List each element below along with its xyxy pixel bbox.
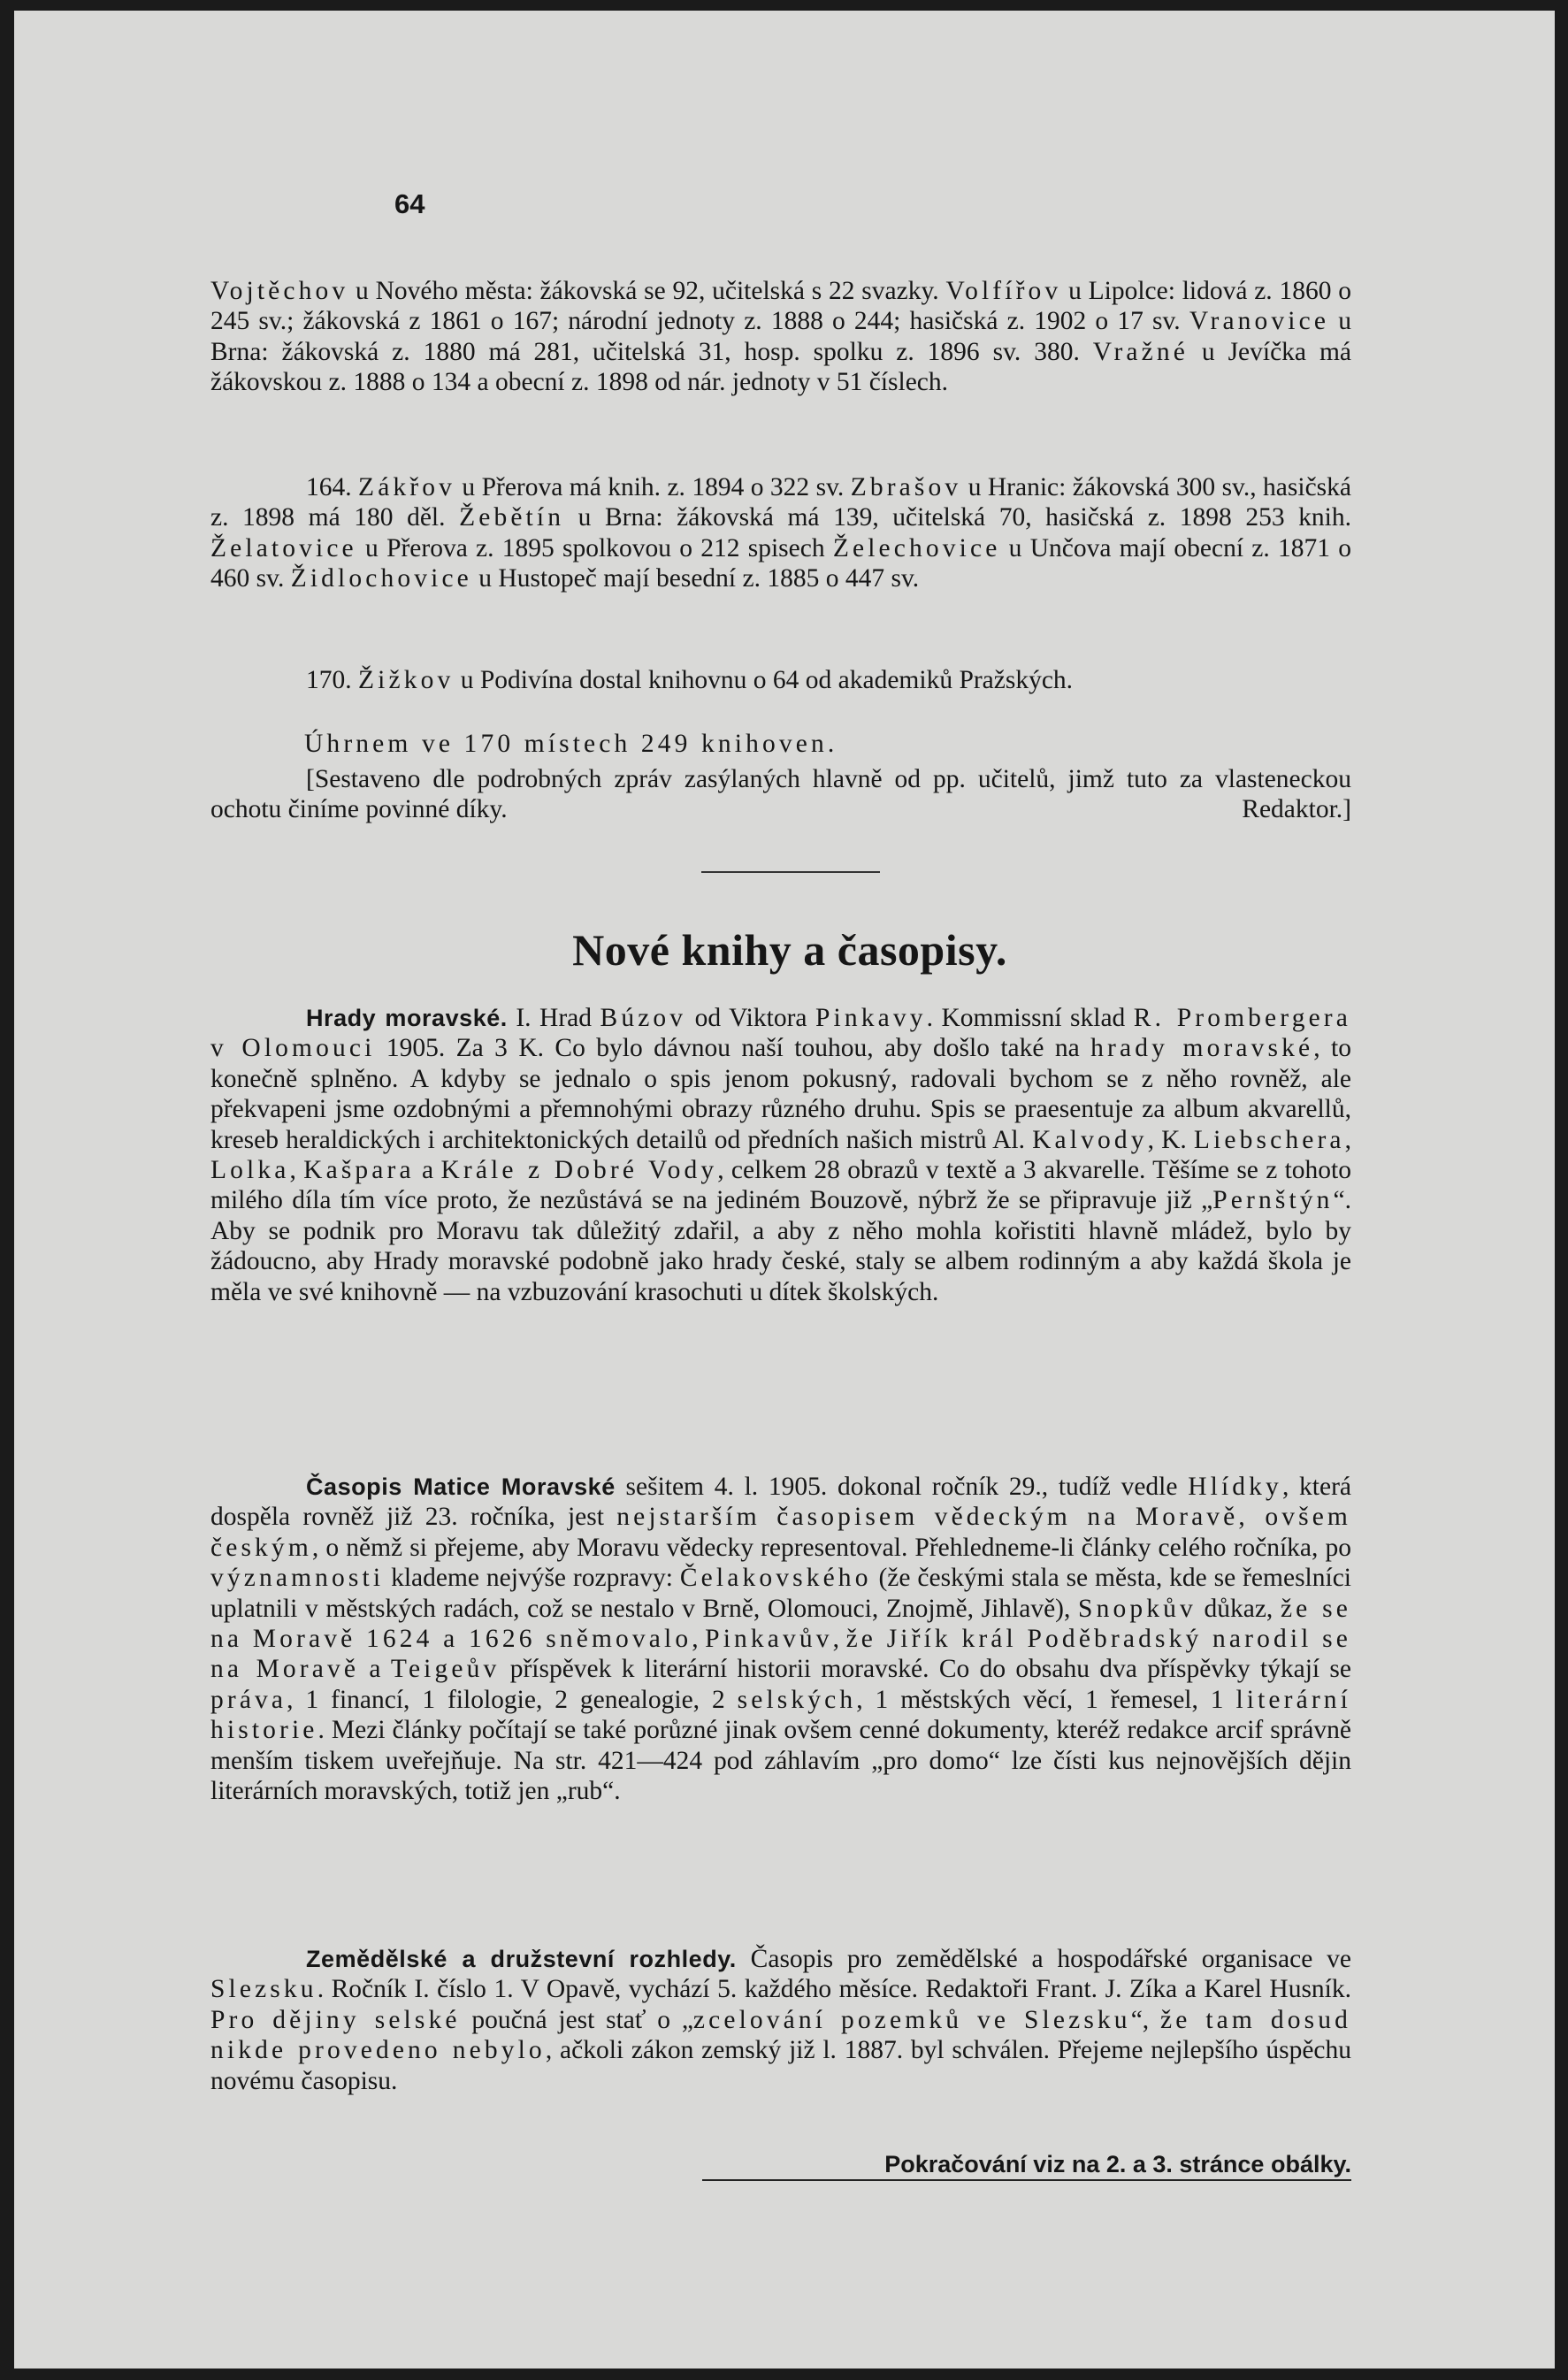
text-run: u Nového města: žákovská se 92, učitelská s 22 svazky. xyxy=(348,277,946,305)
spaced-emphasis: Vojtěchov xyxy=(210,277,349,305)
library-list-paragraph-2 xyxy=(210,472,1351,594)
text-run: u Přerova z. 1895 spolkovou o 212 spisech xyxy=(356,533,833,562)
text-run: . Kommissní sklad xyxy=(926,1004,1134,1032)
spaced-emphasis: Liebschera xyxy=(1193,1125,1345,1154)
text-run: . Ročník I. číslo 1. V Opavě, vychází 5. každého měsíce. Redaktoři Frant. J. Zíka a Karel Husník. xyxy=(317,1975,1351,2004)
text-run: u Přerova má knih. z. 1894 o 322 sv. xyxy=(455,473,851,501)
review-body-casopis xyxy=(210,1473,1351,1805)
spaced-emphasis: Pernštýn xyxy=(1212,1186,1334,1215)
review-lead-hrady: Hrady moravské. xyxy=(306,1005,508,1031)
text-run: příspěvek k literární historii moravské. Co do obsahu dva příspěvky týkají se xyxy=(500,1655,1351,1684)
text-run: a xyxy=(359,1655,391,1684)
text-run: , xyxy=(692,1625,706,1654)
spaced-emphasis: Pinkavův xyxy=(705,1625,833,1654)
editor-note xyxy=(210,764,1351,825)
spaced-emphasis: že Jiřík král Poděbradský narodil se na Moravě xyxy=(210,1625,1351,1684)
review-body-hrady xyxy=(210,1004,1351,1306)
spaced-emphasis: Židlochovice xyxy=(290,564,472,593)
text-run: “, xyxy=(1130,2005,1160,2034)
library-list-paragraph-3 xyxy=(210,665,1351,695)
spaced-emphasis: Pro dějiny selské xyxy=(210,2005,461,2034)
text-run: poučná jest stať o „ xyxy=(460,2005,693,2034)
review-casopis-matice xyxy=(210,1472,1351,1806)
text-run: u Podivína dostal knihovnu o 64 od akademiků Pražských. xyxy=(454,666,1074,694)
editor-signature: Redaktor.] xyxy=(1242,795,1351,824)
text-run: , to konečně splněno. A kdyby se jednalo o spis jenom pokusný, radovali bychom se z něho rovněž, ale překvapeni jsme ozdobnými a přemnohými obrazy různého druhu. Spis se praesentuje za album akvarellů, kreseb heraldických i architektonických detailů od předních našich mistrů Al. xyxy=(210,1034,1351,1154)
spaced-emphasis: Krále z Dobré Vody xyxy=(440,1156,718,1185)
spaced-emphasis: Pinkavy xyxy=(815,1004,927,1032)
text-run: , která dospěla rovněž již 23. ročníka, jest xyxy=(210,1473,1352,1532)
text-run: , xyxy=(832,1625,846,1654)
spaced-emphasis: Žižkov xyxy=(358,666,455,694)
spaced-emphasis: Snopkův xyxy=(1078,1594,1197,1623)
text-run: 170. xyxy=(306,666,358,694)
spaced-emphasis: literární historie xyxy=(210,1685,1351,1745)
text-run: 164. xyxy=(306,473,359,501)
text-run: , 1 financí, 1 filologie, 2 genealogie, 2 xyxy=(287,1685,738,1714)
text-run: od Viktora xyxy=(686,1004,815,1032)
text-run: u Lipolce: lidová z. 1860 o 245 sv.; žákovská z 1861 o 167; národní jednoty z. 1888 o 244; hasičská z. 1902 o 17 sv. xyxy=(210,277,1351,336)
spaced-emphasis: R. Prombergera v Olomouci xyxy=(210,1004,1351,1063)
library-total: Úhrnem ve 170 místech 249 knihoven. xyxy=(304,730,838,758)
editor-note-text: [Sestaveno dle podrobných zpráv zasýlaných hlavně od pp. učitelů, jimž tuto za vlasteneckou ochotu činíme povinné díky. xyxy=(210,765,1351,824)
text-run: u Hustopeč mají besední z. 1885 o 447 sv. xyxy=(471,564,920,593)
spaced-emphasis: Hlídky xyxy=(1188,1473,1282,1501)
spaced-emphasis: Želatovice xyxy=(210,533,357,562)
review-lead-casopis: Časopis Matice Moravské xyxy=(306,1473,616,1500)
text-run: , ačkoli zákon zemský již l. 1887. byl schválen. Přejeme nejlepšího úspěchu novému časopisu. xyxy=(210,2036,1352,2095)
text-run: sešitem 4. l. 1905. dokonal ročník 29., tudíž vedle xyxy=(615,1473,1189,1501)
review-hrady-moravske xyxy=(210,1003,1351,1307)
spaced-emphasis: Volfířov xyxy=(945,277,1062,305)
spaced-emphasis: že tam dosud nikde provedeno nebylo xyxy=(210,2005,1352,2065)
spaced-emphasis: Teigeův xyxy=(390,1655,501,1684)
text-run: , celkem 28 obrazů v textě a 3 akvarelle. Těšíme se z tohoto milého díla tím více proto, že nezůstává se na jediném Bouzově, nýbrž že se připravuje již „ xyxy=(210,1156,1351,1215)
text-run: důkaz, xyxy=(1196,1594,1281,1623)
text-run: , xyxy=(1344,1125,1351,1154)
spaced-emphasis: že se na Moravě 1624 a 1626 sněmovalo xyxy=(210,1594,1352,1654)
text-run: I. Hrad xyxy=(507,1004,600,1032)
text-run: u Brna: žákovská z. 1880 má 281, učitelská 31, hosp. spolku z. 1896 sv. 380. xyxy=(210,307,1352,366)
text-run: Časopis pro zemědělské a hospodářské organisace ve xyxy=(736,1945,1351,1973)
library-list-paragraph-1 xyxy=(210,276,1351,398)
text-run: u Hranic: žákovská 300 sv., hasičská z. 1898 má 180 děl. xyxy=(210,473,1351,532)
text-run: . Mezi články počítají se také porůzné jinak ovšem cenné dokumenty, kteréž redakce arcif správně menším tiskem uveřejňuje. Na str. 421—424 pod záhlavím „pro domo“ lze čísti kus nejnovějších dějin literárních moravských, totiž jen „rub“. xyxy=(210,1716,1351,1806)
text-run: u Unčova mají obecní z. 1871 o 460 sv. xyxy=(210,533,1352,593)
page-number: 64 xyxy=(394,188,425,219)
text-run: , 1 městských věcí, 1 řemesel, 1 xyxy=(856,1685,1236,1714)
spaced-emphasis: nejstarším časopisem vědeckým na Moravě, ovšem českým xyxy=(210,1503,1351,1562)
section-title: Nové knihy a časopisy. xyxy=(572,925,1007,975)
spaced-emphasis: Čelakovského xyxy=(679,1564,872,1593)
text-run: , K. xyxy=(1147,1125,1194,1154)
spaced-emphasis: práva xyxy=(210,1685,287,1714)
review-lead-rozhledy: Zemědělské a družstevní rozhledy. xyxy=(306,1946,737,1972)
spaced-emphasis: Želechovice xyxy=(832,533,1001,562)
spaced-emphasis: Slezsku xyxy=(210,1975,317,2004)
text-run: klademe nejvýše rozpravy: xyxy=(384,1564,680,1593)
spaced-emphasis: Vražné xyxy=(1092,337,1189,366)
text-run: , o němž si přejeme, aby Moravu vědecky representoval. Přehledneme-li články celého ročníka, po xyxy=(311,1533,1351,1562)
text-run: “. Aby se podnik pro Moravu tak důležitý zdařil, a aby z něho mohla kořistiti hlavně mládež, bylo by žádoucno, aby Hrady moravské podobně jako hrady české, staly se albem rodinným a aby každá škola je měla ve své knihovně — na vzbuzování krasochuti u dítek školských. xyxy=(210,1186,1351,1306)
text-run: 1905. Za 3 K. Co bylo dávnou naší touhou, aby došlo také na xyxy=(375,1034,1091,1063)
text-run: u Brna: žákovská má 139, učitelská 70, hasičská z. 1898 253 knih. xyxy=(564,503,1351,532)
spaced-emphasis: Žebětín xyxy=(459,503,565,532)
spaced-emphasis: Kalvody xyxy=(1032,1125,1148,1154)
spaced-emphasis: Zbrašov xyxy=(850,473,962,501)
spaced-emphasis: významnosti xyxy=(210,1564,385,1593)
review-zemedelske-rozhledy xyxy=(210,1944,1351,2096)
continued-note: Pokračování viz na 2. a 3. stránce obálky. xyxy=(702,2149,1351,2181)
spaced-emphasis: Lolka xyxy=(210,1156,290,1185)
text-run: , xyxy=(289,1156,304,1185)
spaced-emphasis: Kašpara xyxy=(303,1156,415,1185)
spaced-emphasis: Vranovice xyxy=(1189,307,1330,336)
spaced-emphasis: Búzov xyxy=(600,1004,687,1032)
text-run: (že českými stala se města, kde se řemeslníci uplatnili v městských radách, což se nestalo v Brně, Olomouci, Znojmě, Jihlavě), xyxy=(210,1564,1351,1623)
text-run: u Jevíčka má žákovskou z. 1888 o 134 a obecní z. 1898 od nár. jednoty v 51 číslech. xyxy=(210,337,1351,397)
spaced-emphasis: Zákřov xyxy=(358,473,456,501)
page xyxy=(14,11,1555,2369)
spaced-emphasis: selských xyxy=(737,1685,857,1714)
text-run: a xyxy=(414,1156,441,1185)
spaced-emphasis: hrady moravské xyxy=(1090,1034,1314,1063)
section-divider xyxy=(701,871,880,873)
spaced-emphasis: zcelování pozemků ve Slezsku xyxy=(692,2005,1131,2034)
